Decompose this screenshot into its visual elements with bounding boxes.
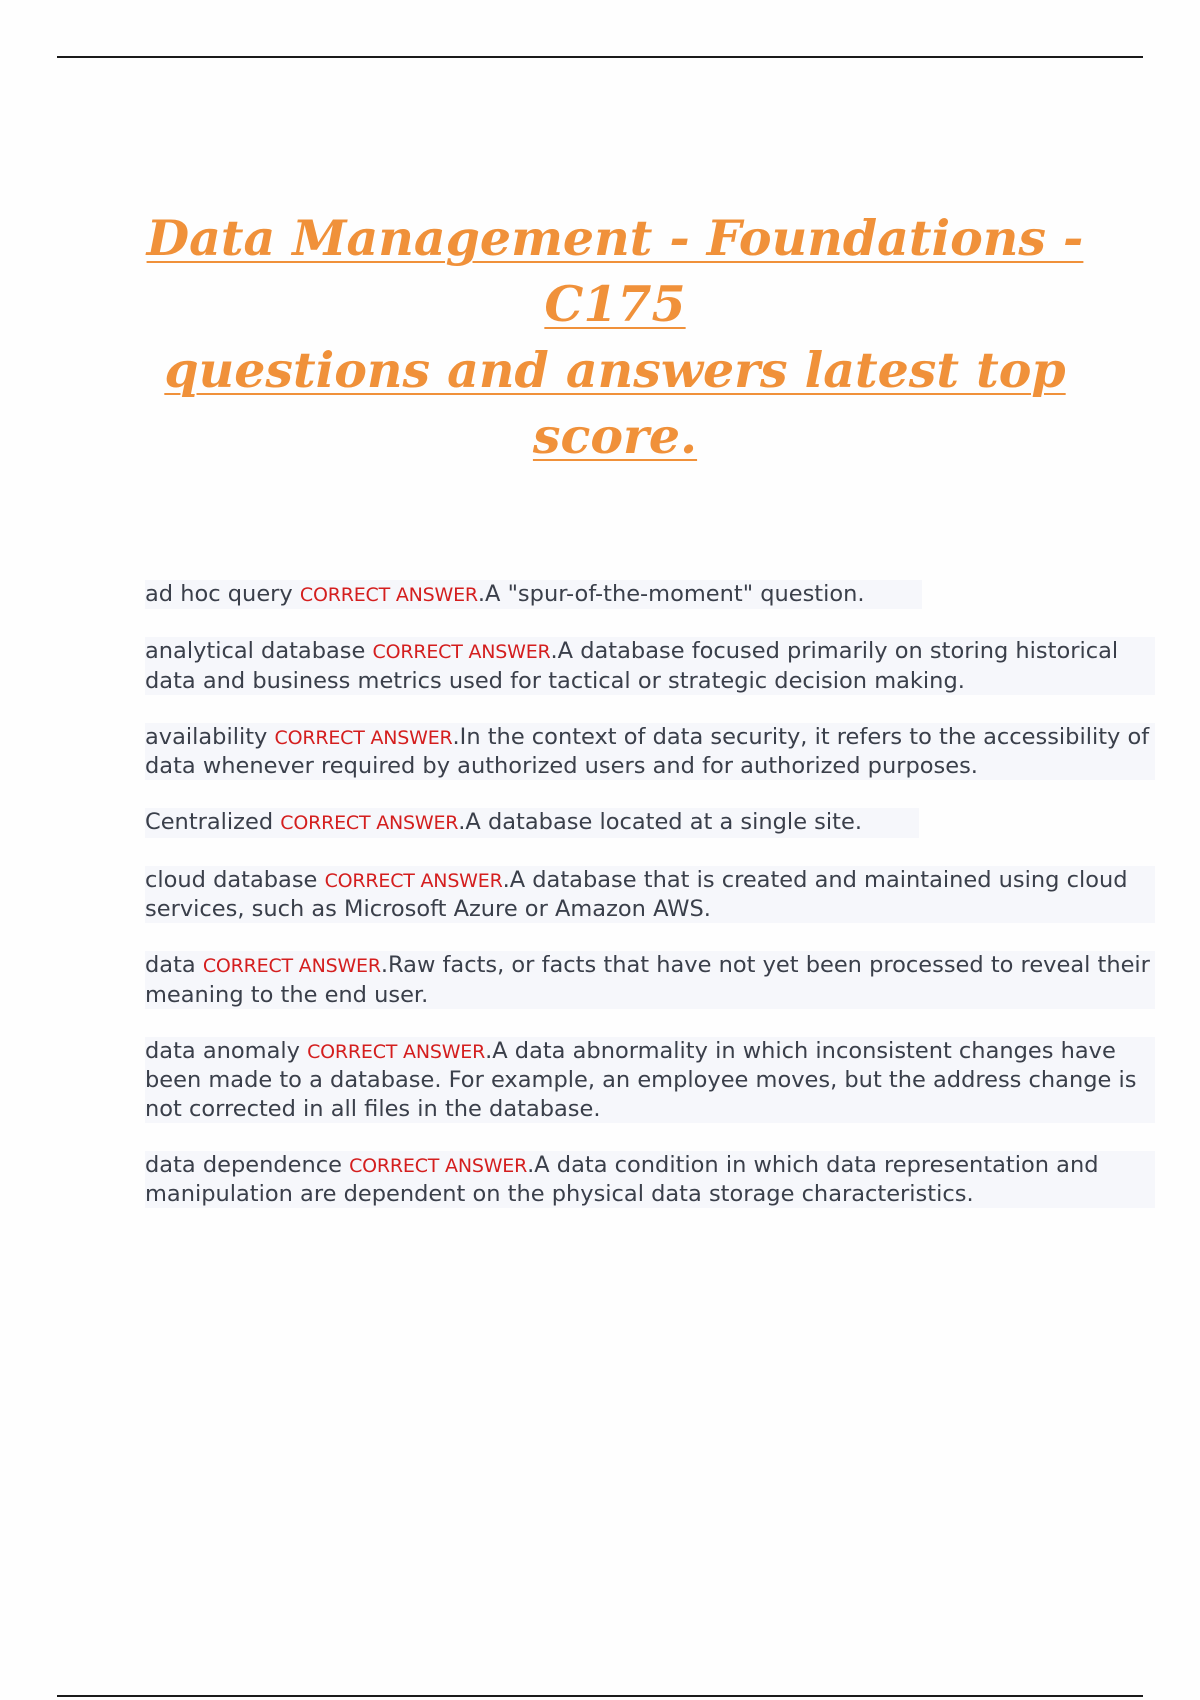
correct-answer-flag: CORRECT ANSWER — [324, 869, 503, 892]
qa-definition: .A database located at a single site. — [458, 809, 862, 836]
qa-item — [145, 1151, 1155, 1209]
qa-term: ad hoc query — [145, 581, 300, 607]
correct-answer-flag: CORRECT ANSWER — [274, 726, 453, 749]
correct-answer-flag: CORRECT ANSWER — [372, 641, 551, 664]
title-line-1: Data Management - Foundations - C175 — [146, 209, 1084, 333]
qa-definition: .A data abnormality in which inconsistent changes have been made to a database. For example, an employee moves, but the address change is not corrected in all files in the database. — [145, 1037, 1137, 1122]
title-line-2: questions and answers latest top score. — [164, 341, 1066, 465]
qa-list — [145, 580, 1155, 1236]
bottom-rule — [57, 1695, 1143, 1697]
qa-term: analytical database — [145, 638, 373, 665]
qa-definition: .A "spur-of-the-moment" question. — [477, 581, 865, 607]
qa-definition: .A database focused primarily on storing historical data and business metrics used for tactical or strategic decision making. — [145, 638, 1119, 694]
qa-definition: .Raw facts, or facts that have not yet been processed to reveal their meaning to the end user. — [145, 952, 1150, 1008]
qa-term: data — [145, 952, 203, 979]
correct-answer-flag: CORRECT ANSWER — [299, 584, 478, 606]
qa-definition: .A database that is created and maintained using cloud services, such as Microsoft Azure or Amazon AWS. — [145, 866, 1128, 923]
qa-item — [145, 637, 1155, 695]
qa-term: Centralized — [145, 809, 281, 836]
correct-answer-flag: CORRECT ANSWER — [349, 1154, 528, 1177]
top-rule — [57, 56, 1143, 58]
qa-item — [145, 580, 922, 609]
qa-definition: .A data condition in which data representation and manipulation are dependent on the physical data storage characteristics. — [145, 1151, 1099, 1208]
correct-answer-flag: CORRECT ANSWER — [307, 1040, 486, 1063]
qa-item — [145, 951, 1155, 1009]
qa-item — [145, 1037, 1155, 1123]
qa-term: availability — [145, 723, 275, 750]
qa-term: data anomaly — [145, 1037, 308, 1064]
qa-item — [145, 808, 919, 837]
qa-term: data dependence — [145, 1151, 350, 1178]
document-title — [100, 205, 1130, 469]
qa-item — [145, 866, 1155, 924]
correct-answer-flag: CORRECT ANSWER — [280, 812, 459, 835]
qa-definition: .In the context of data security, it refers to the accessibility of data whenever required by authorized users and for authorized purposes. — [145, 723, 1150, 780]
correct-answer-flag: CORRECT ANSWER — [202, 955, 381, 978]
qa-item — [145, 723, 1155, 781]
qa-term: cloud database — [145, 866, 325, 893]
